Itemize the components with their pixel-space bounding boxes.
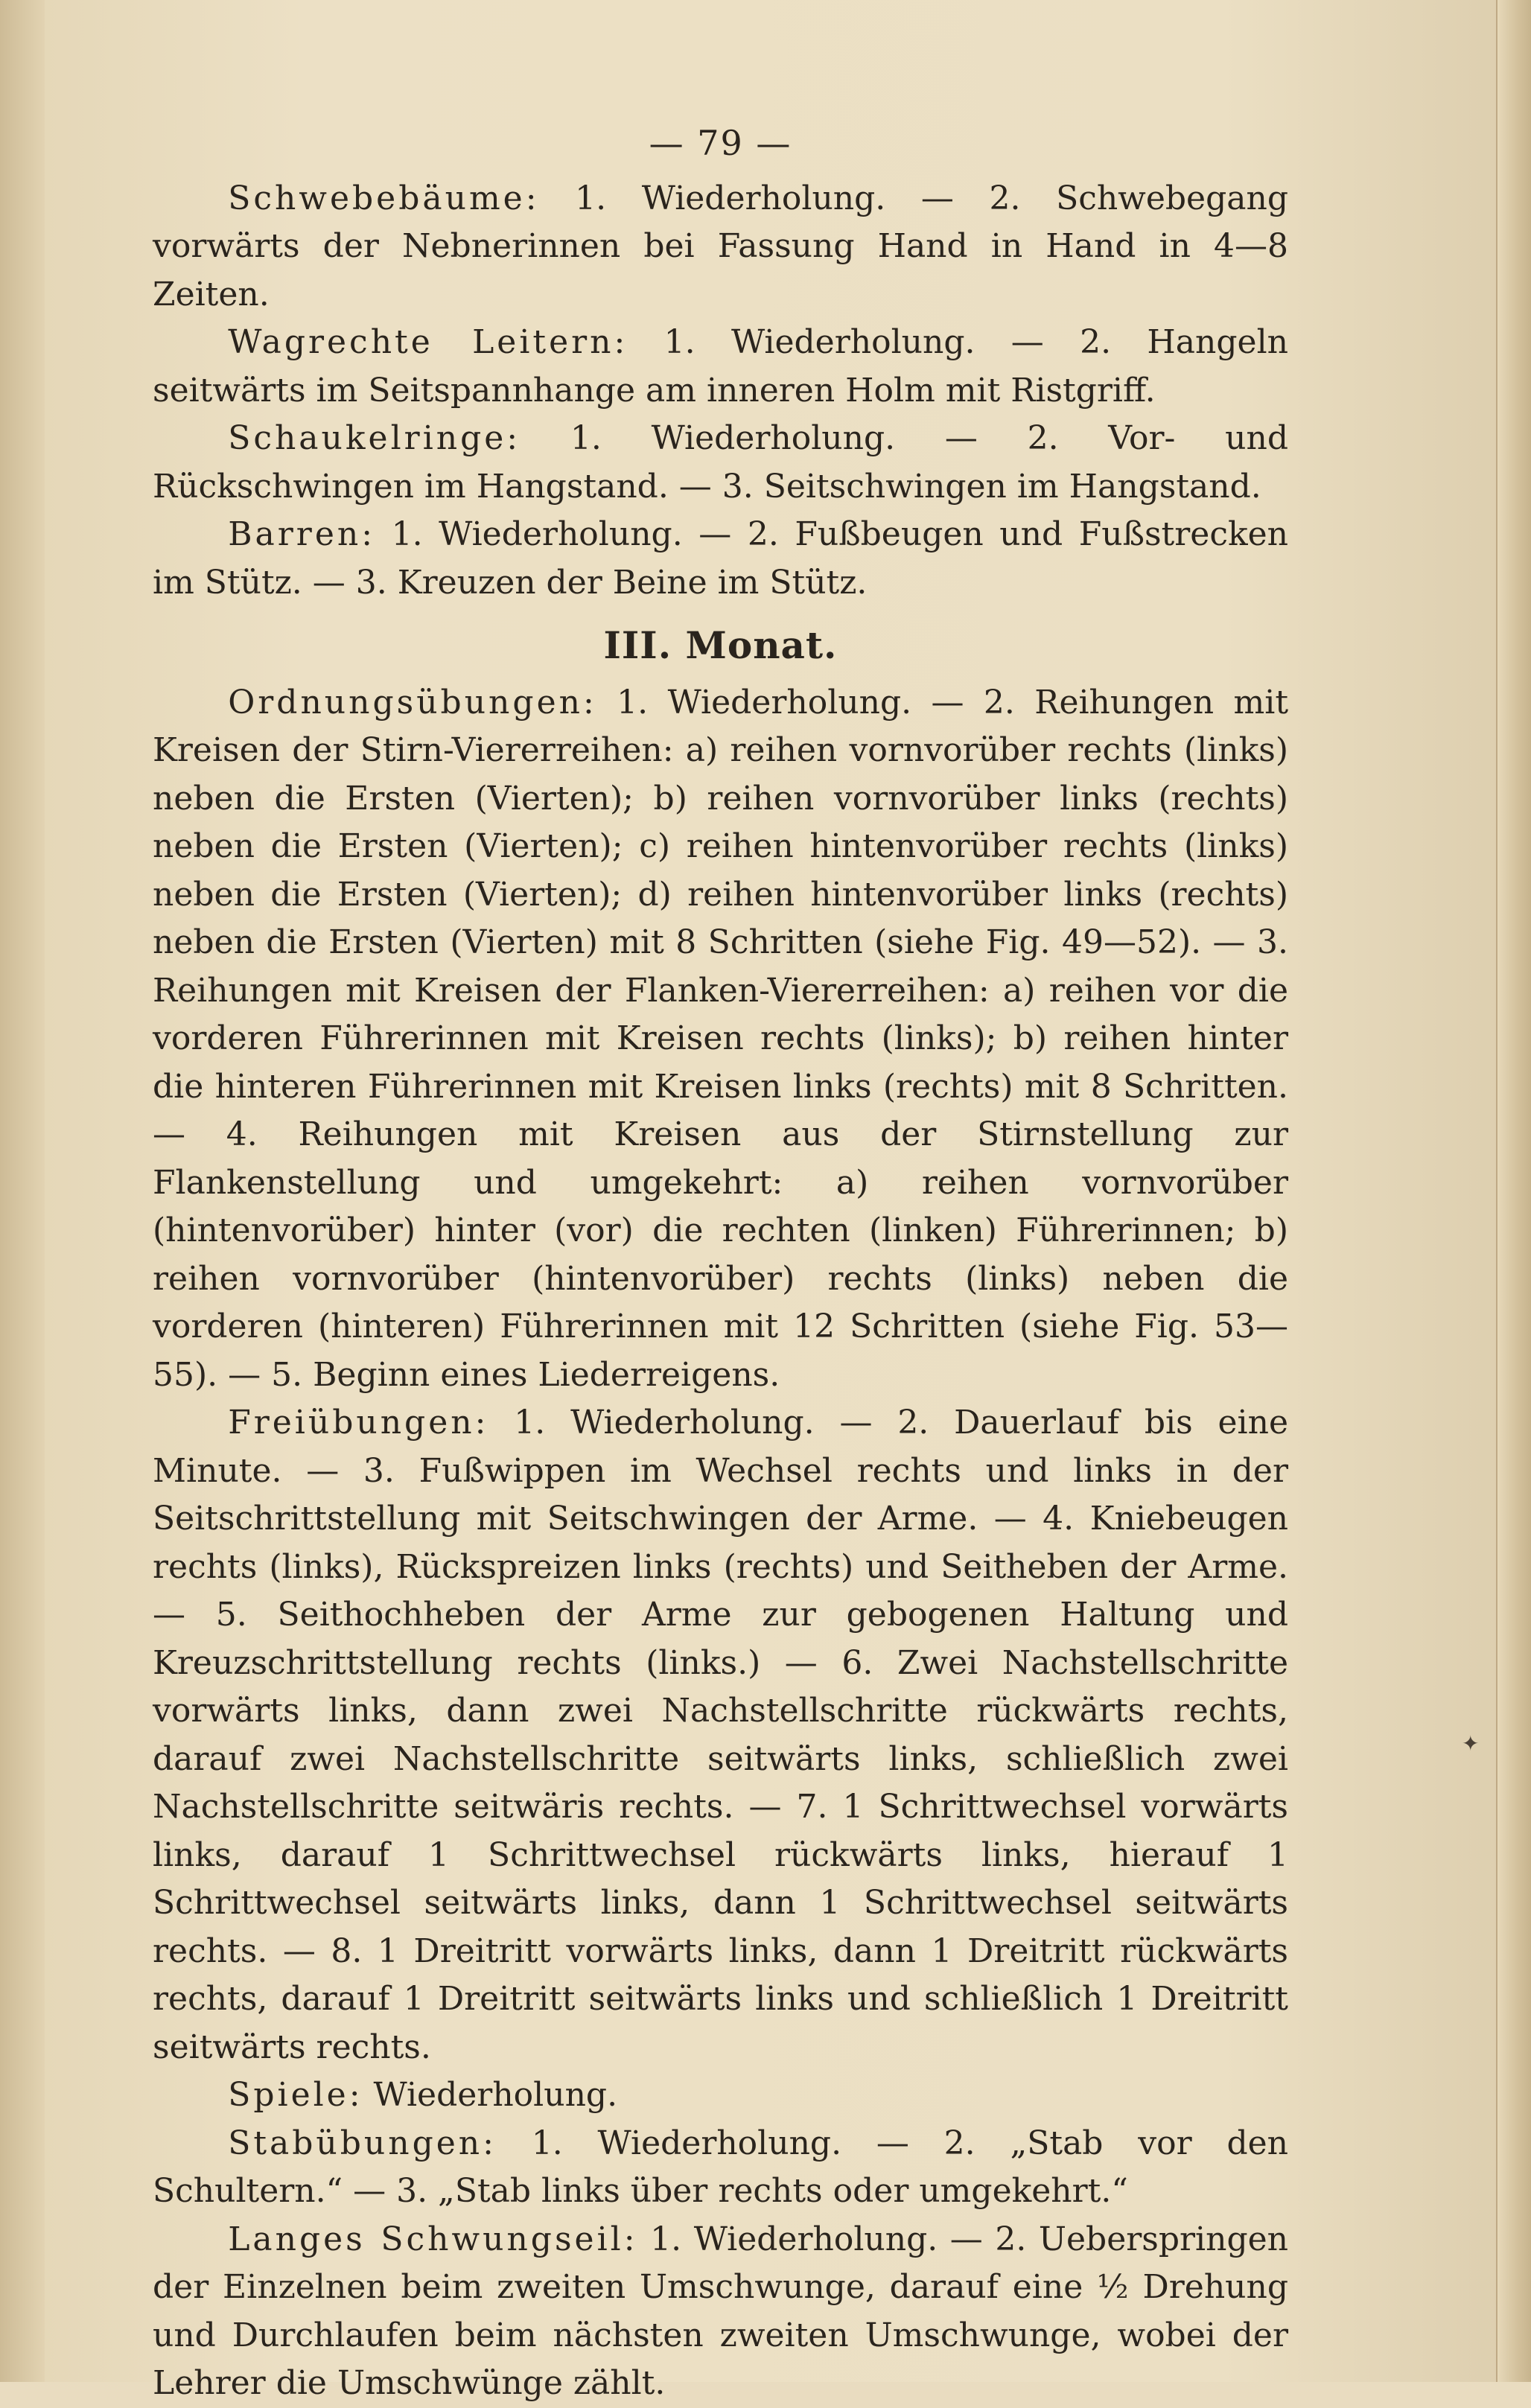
paragraph-stabuebungen [153, 2120, 1288, 2216]
paragraph-lead: Spiele: [228, 2076, 363, 2114]
page-binding-shadow [0, 0, 45, 2382]
paragraph-lead: Stabübungen: [228, 2124, 497, 2162]
section-heading: III. Monat. [603, 623, 838, 667]
paragraph-lead: Freiübungen: [228, 1404, 489, 1442]
paragraph-lead: Schwebebäume: [228, 179, 540, 217]
page-number: — 79 — [649, 123, 792, 163]
paragraph-text: 1. Wiederholung. — 2. „Stab vor den Schultern.“ — 3. „Stab links über rechts oder umgekehrt.“ [153, 2124, 1288, 2210]
paragraph-text: Wiederholung. [363, 2076, 618, 2114]
paragraph-text: 1. Wiederholung. — 2. Dauerlauf bis eine Minute. — 3. Fußwippen im Wechsel rechts und links in der Seitschrittstellung mit Seitschwingen der Arme. — 4. Kniebeugen rechts (links), Rückspreizen links (rechts) und Seitheben der Arme. — 5. Seithochheben der Arme zur gebogenen Haltung und Kreuzschrittstellung rechts (links.) — 6. Zwei Nachstellschritte vorwärts links, dann zwei Nachstellschritte rückwärts rechts, darauf zwei Nachstellschritte seitwärts links, schließlich zwei Nachstellschritte seitwäris rechts. — 7. 1 Schrittwechsel vorwärts links, darauf 1 Schrittwechsel rückwärts links, hierauf 1 Schrittwechsel seitwärts links, dann 1 Schrittwechsel seitwärts rechts. — 8. 1 Dreitritt vorwärts links, dann 1 Dreitritt rückwärts rechts, darauf 1 Dreitritt seitwärts links und schließlich 1 Dreitritt seitwärts rechts. [153, 1404, 1288, 2066]
paragraph-schaukelringe [153, 415, 1288, 511]
paragraph-lead: Schaukelringe: [228, 419, 521, 457]
margin-ink-mark-icon: ✦ [1462, 1731, 1480, 1756]
paragraph-lead: Wagrechte Leitern: [228, 323, 628, 361]
paragraph-schwebebaeume [153, 175, 1288, 319]
paragraph-text: 1. Wiederholung. — 2. Vor- und Rückschwingen im Hangstand. — 3. Seitschwingen im Hangstand. [153, 419, 1288, 506]
paragraph-freiuebungen [153, 1399, 1288, 2071]
paragraph-text: 1. Wiederholung. — 2. Schwebegang vorwärts der Nebnerinnen bei Fassung Hand in Hand in 4—8 Zeiten. [153, 179, 1288, 313]
page-text [153, 119, 1288, 2408]
paragraph-ordnungsuebungen [153, 679, 1288, 1400]
paragraph-text: 1. Wiederholung. — 2. Fußbeugen und Fußstrecken im Stütz. — 3. Kreuzen der Beine im Stütz. [153, 515, 1288, 602]
paragraph-text: 1. Wiederholung. — 2. Reihungen mit Kreisen der Stirn-Viererreihen: a) reihen vornvorüber rechts (links) neben die Ersten (Vierten); b) reihen vornvorüber links (rechts) neben die Ersten (Vierten); c) reihen hintenvorüber rechts (links) neben die Ersten (Vierten); d) reihen hintenvorüber links (rechts) neben die Ersten (Vierten) mit 8 Schritten (siehe Fig. 49—52). — 3. Reihungen mit Kreisen der Flanken-Viererreihen: a) reihen vor die vorderen Führerinnen mit Kreisen rechts (links); b) reihen hinter die hinteren Führerinnen mit Kreisen links (rechts) mit 8 Schritten. — 4. Reihungen mit Kreisen aus der Stirnstellung zur Flankenstellung und umgekehrt: a) reihen vornvorüber (hintenvorüber) hinter (vor) die rechten (linken) Führerinnen; b) reihen vornvorüber (hintenvorüber) rechts (links) neben die vorderen (hinteren) Führerinnen mit 12 Schritten (siehe Fig. 53—55). — 5. Beginn eines Liederreigens. [153, 683, 1288, 1394]
paragraph-text: 1. Wiederholung. — 2. Hangeln seitwärts im Seitspannhange am inneren Holm mit Ristgriff. [153, 323, 1288, 410]
paragraph-barren [153, 511, 1288, 607]
page-edge [1496, 0, 1531, 2382]
paragraph-lead: Ordnungsübungen: [228, 683, 597, 722]
paragraph-lead: Barren: [228, 515, 376, 553]
paragraph-lead: Langes Schwungseil: [228, 2220, 638, 2258]
paragraph-wagrechte-leitern [153, 319, 1288, 415]
paragraph-text: 1. Wiederholung. — 2. Ueberspringen der Einzelnen beim zweiten Umschwunge, darauf eine ½ Drehung und Durchlaufen beim nächsten zweiten Umschwunge, wobei der Lehrer die Umschwünge zählt. [153, 2220, 1289, 2402]
paragraph-spiele [153, 2071, 1288, 2120]
paragraph-langes-schwungseil [153, 2216, 1288, 2408]
